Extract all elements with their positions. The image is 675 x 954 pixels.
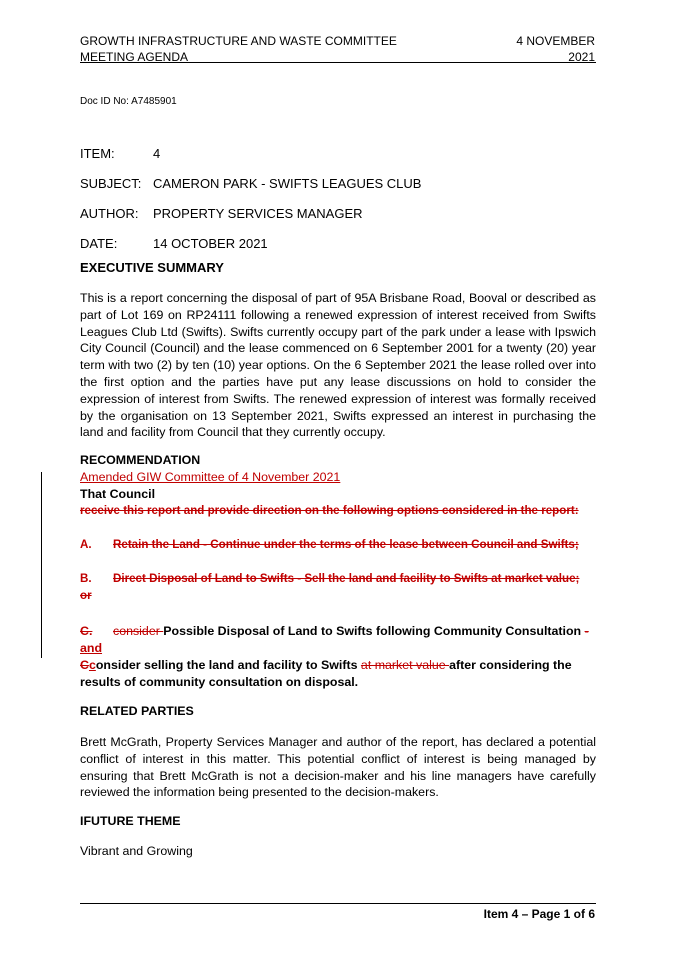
option-c-cap-c-struck: C — [80, 658, 89, 672]
header-left-line1: GROWTH INFRASTRUCTURE AND WASTE COMMITTEE — [80, 34, 397, 48]
author-label: AUTHOR: — [80, 206, 139, 221]
option-b-or: or — [80, 589, 92, 602]
meta-author — [80, 206, 363, 221]
executive-summary-heading: EXECUTIVE SUMMARY — [80, 260, 224, 275]
option-c-text2: onsider selling the land and facility to Swifts — [95, 658, 361, 672]
executive-summary-body: This is a report concerning the disposal of part of 95A Brisbane Road, Booval or described as part of Lot 169 on RP24111 following a renewed expression of interest received from Swifts Leagues Club Ltd (Swifts). Swifts currently occupy part of the park under a lease with Ipswich City Council (Council) and the lease commenced on 6 September 2001 for a twenty (20) year term with two (2) by ten (10) year options. On the 6 September 2021 the lease rolled over into the first option and the parties have put any lease discussions on hold to consider the expression of interest from Swifts. The renewed expression of interest was formally received by the organisation on 13 September 2021, Swifts expressed an interest in purchasing the land and facility from Council that they currently occupy. — [80, 291, 596, 440]
doc-id: Doc ID No: A7485901 — [80, 96, 177, 107]
header-right-line1: 4 NOVEMBER — [516, 34, 595, 48]
future-theme-heading: IFUTURE THEME — [80, 814, 181, 828]
future-theme-body: Vibrant and Growing — [80, 844, 193, 858]
revision-change-bar — [41, 472, 42, 658]
header-committee — [80, 33, 397, 65]
option-b-text: Direct Disposal of Land to Swifts - Sell the land and facility to Swifts at market value; — [113, 572, 580, 585]
header-right-line2: 2021 — [568, 50, 595, 64]
option-c-text1: Possible Disposal of Land to Swifts following Community Consultation — [163, 624, 585, 638]
meta-item — [80, 146, 160, 161]
option-a — [80, 538, 579, 551]
struck-intro: receive this report and provide direction on the following options considered in the report: — [80, 504, 579, 517]
header-divider — [80, 62, 596, 63]
option-c-and: and — [80, 641, 103, 655]
option-a-letter: A. — [80, 538, 92, 551]
header-date — [516, 33, 595, 65]
option-c-market-struck: at market value — [360, 658, 450, 672]
date-label: DATE: — [80, 236, 118, 251]
recommendation-heading: RECOMMENDATION — [80, 453, 201, 467]
option-c-text3: after considering the results of community consultation on disposal. — [80, 658, 572, 689]
option-b-letter: B. — [80, 572, 92, 585]
option-c-consider-struck: consider — [113, 624, 164, 638]
subject-label: SUBJECT: — [80, 176, 142, 191]
item-value: 4 — [153, 146, 161, 161]
page-footer: Item 4 – Page 1 of 6 — [483, 907, 595, 921]
author-value: PROPERTY SERVICES MANAGER — [153, 206, 363, 221]
option-c-small-c: c — [88, 658, 96, 672]
subject-value: CAMERON PARK - SWIFTS LEAGUES CLUB — [153, 176, 422, 191]
header-left-line2: MEETING AGENDA — [80, 50, 189, 64]
related-parties-body: Brett McGrath, Property Services Manager and author of the report, has declared a potential conflict of interest in this matter. This potential conflict of interest is being managed by ensuring that Brett McGrath is not a decision-maker and his line managers have carefully reviewed the information being presented to the decision-makers. — [80, 735, 596, 800]
that-council: That Council — [80, 487, 156, 501]
item-label: ITEM: — [80, 146, 115, 161]
option-c — [80, 623, 596, 691]
option-c-letter: C. — [80, 624, 93, 638]
amended-note: Amended GIW Committee of 4 November 2021 — [80, 470, 341, 484]
footer-divider — [80, 903, 596, 904]
date-value: 14 OCTOBER 2021 — [153, 236, 268, 251]
option-b — [80, 572, 579, 585]
related-parties-heading: RELATED PARTIES — [80, 704, 194, 718]
meta-date — [80, 236, 268, 251]
option-a-text: Retain the Land - Continue under the terms of the lease between Council and Swifts; — [113, 538, 579, 551]
meta-subject — [80, 176, 421, 191]
option-c-dash-struck: - — [584, 624, 589, 638]
